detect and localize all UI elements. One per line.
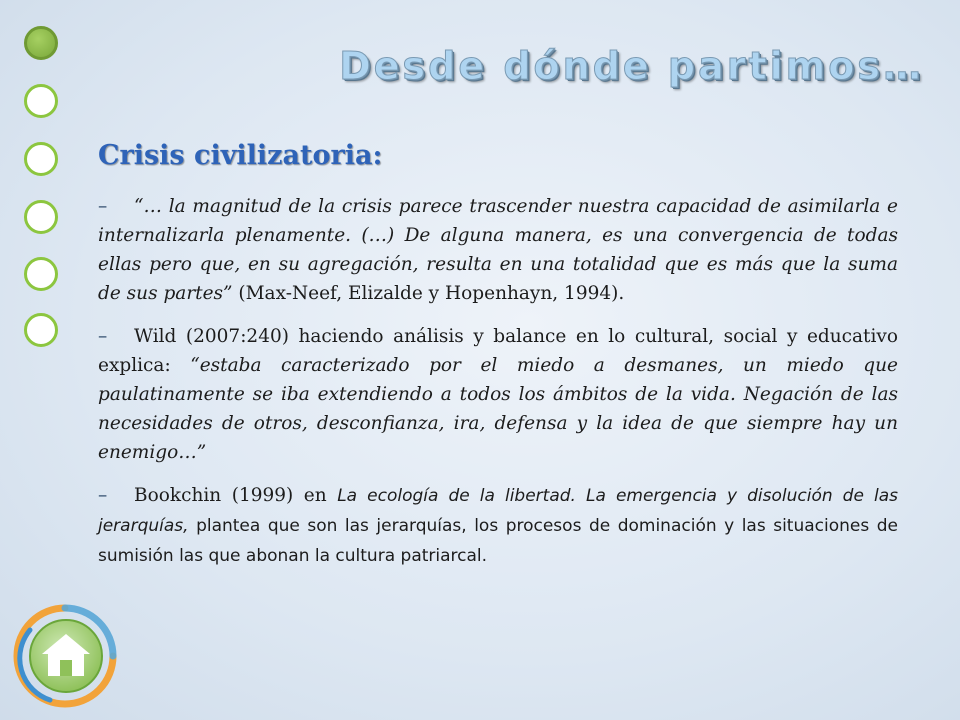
bullet-dash: –	[98, 196, 108, 217]
nav-dot-1[interactable]	[24, 26, 58, 60]
section-heading: Crisis civilizatoria:	[98, 140, 383, 171]
bullet-dash: –	[98, 326, 108, 347]
nav-dot-5[interactable]	[24, 257, 58, 291]
paragraph-2	[98, 322, 898, 467]
intro-text: Bookchin (1999) en	[134, 485, 338, 506]
nav-dot-4[interactable]	[24, 200, 58, 234]
intro-text: Wild (2007:240) haciendo análisis y balance en lo cultural, social y educativo explica:	[98, 326, 898, 376]
home-globe-icon[interactable]	[10, 600, 120, 712]
content-body	[98, 192, 898, 585]
nav-dot-3[interactable]	[24, 142, 58, 176]
nav-dot-6[interactable]	[24, 313, 58, 347]
quote-text: “… la magnitud de la crisis parece trascender nuestra capacidad de asimilarla e internalizarla plenamente. (…) De alguna manera, es una convergencia de todas ellas pero que, en su agregación, resulta en una totalidad que es más que la suma de sus partes”	[98, 196, 898, 304]
paragraph-1	[98, 192, 898, 308]
rest-text: plantea que son las jerarquías, los procesos de dominación y las situaciones de sumisión las que abonan la cultura patriarcal.	[98, 516, 898, 566]
slide-title: Desde dónde partimos…	[339, 44, 924, 88]
citation-text: (Max-Neef, Elizalde y Hopenhayn, 1994).	[232, 283, 625, 304]
nav-dot-2[interactable]	[24, 84, 58, 118]
book-title: La ecología de la libertad. La emergencia y disolución de las jerarquías,	[98, 486, 898, 536]
paragraph-3	[98, 481, 898, 571]
bullet-dash: –	[98, 485, 108, 506]
quote-text: “estaba caracterizado por el miedo a desmanes, un miedo que paulatinamente se iba extendiendo a todos los ámbitos de la vida. Negación de las necesidades de otros, desconfianza, ira, defensa y la idea de que siempre hay un enemigo…”	[98, 355, 899, 463]
